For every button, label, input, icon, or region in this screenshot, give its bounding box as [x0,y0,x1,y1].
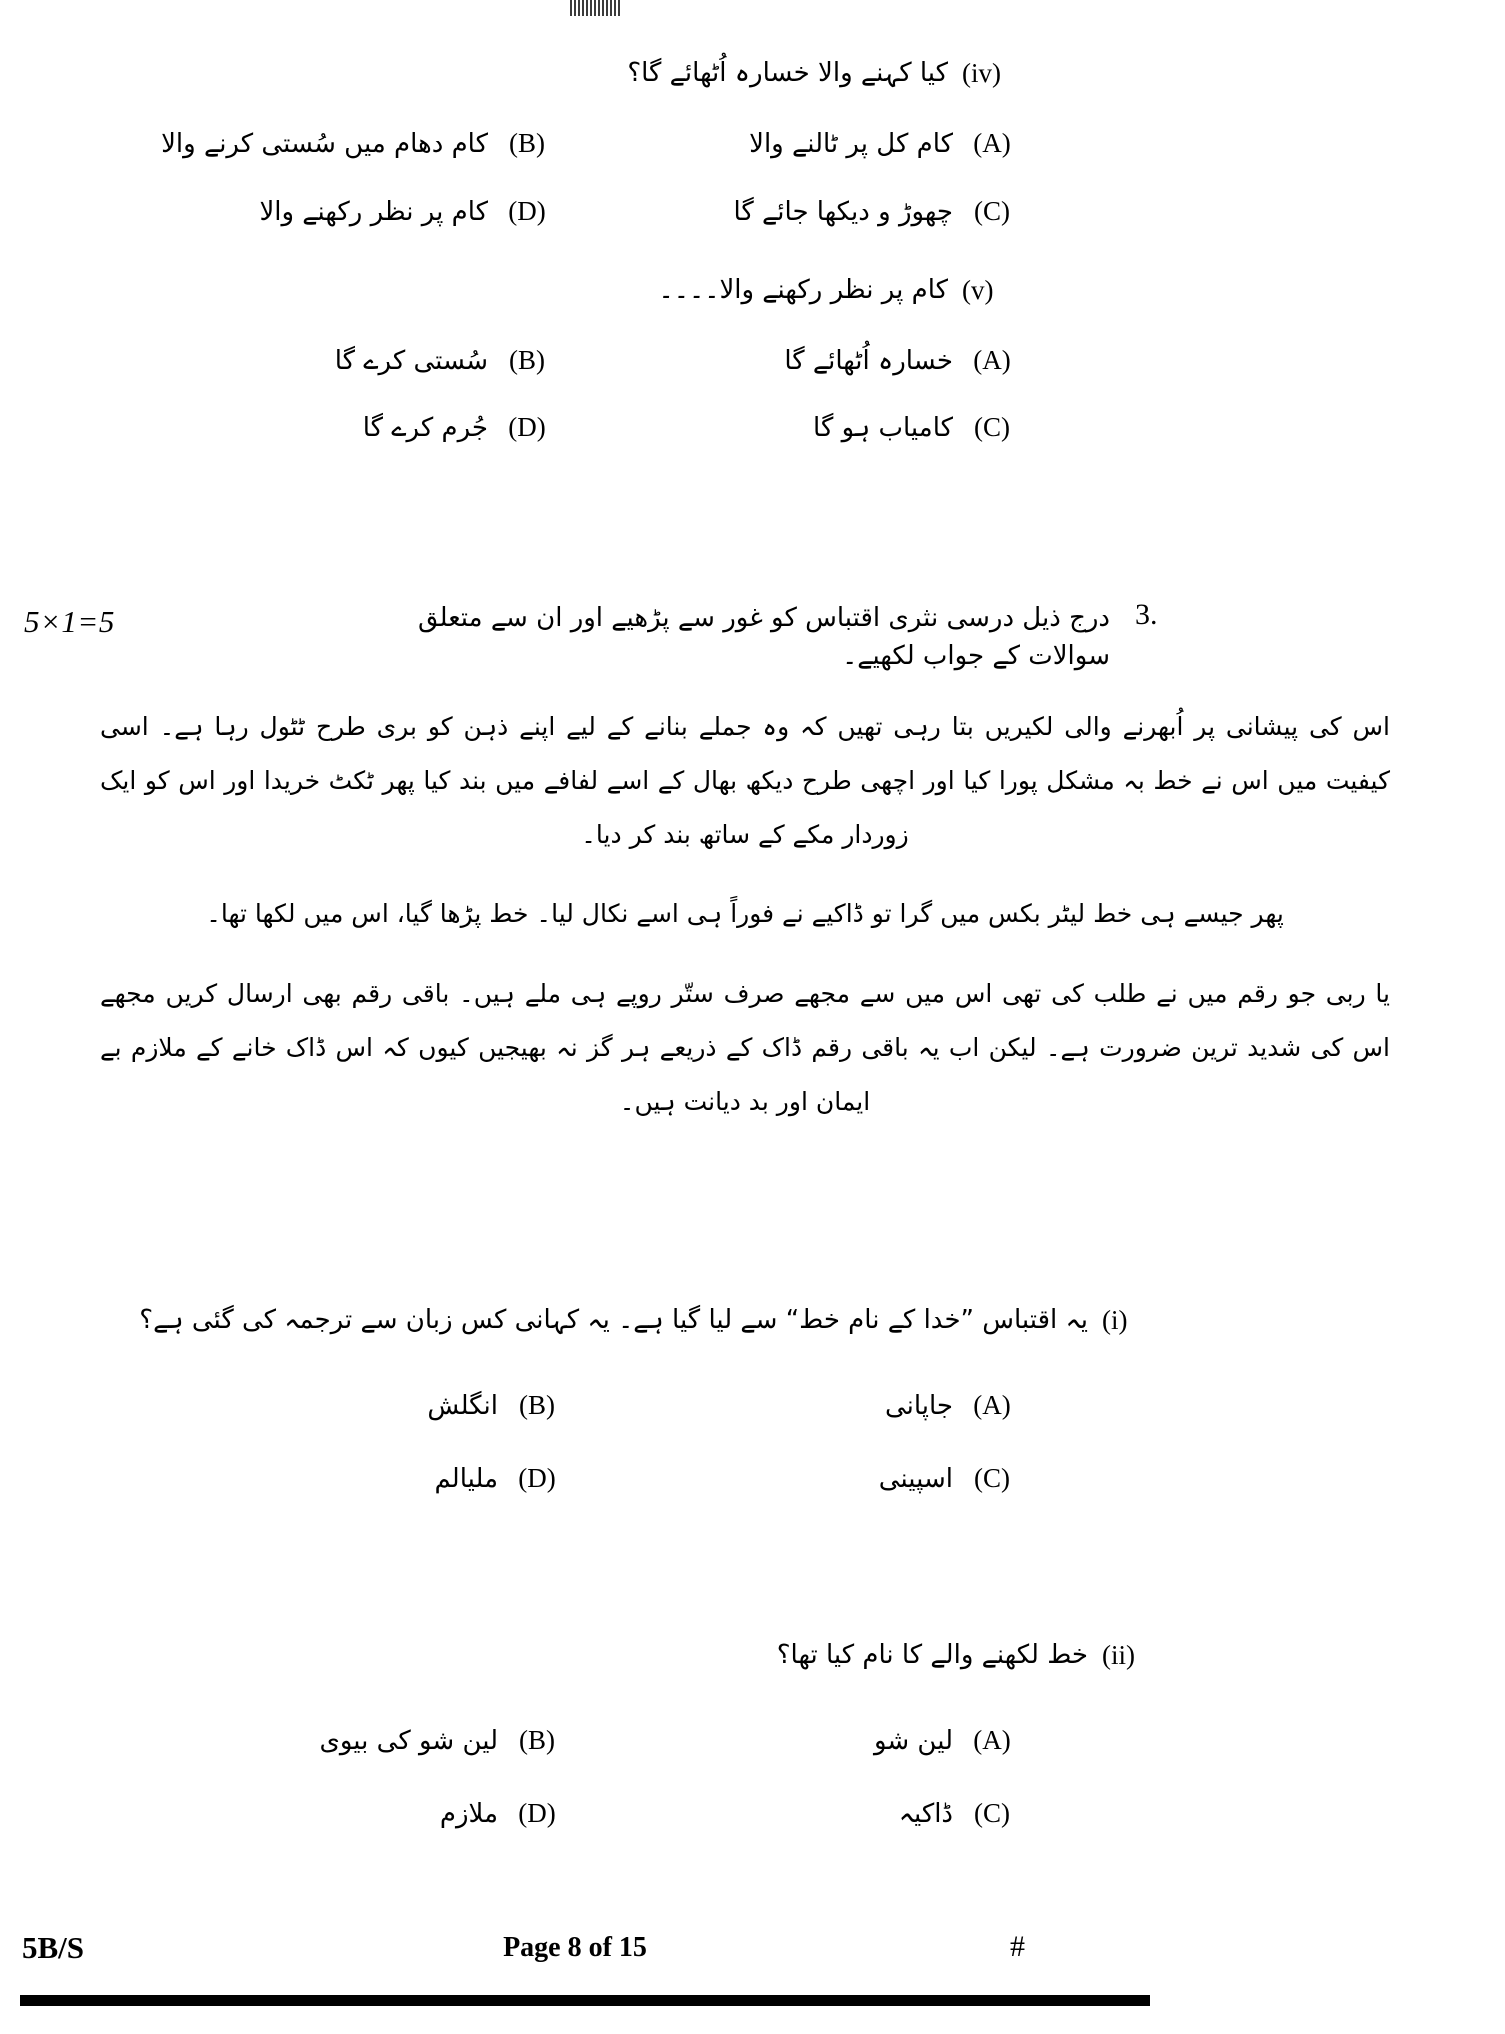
footer-rule [20,1995,1150,2006]
option-tag-D: (D) [508,196,546,226]
option-i-D[interactable] [434,1463,560,1494]
options-row-v-1 [0,345,1505,405]
passage-block [100,700,1390,1154]
option-tag-B: (B) [509,345,545,375]
option-tag-D: (D) [518,1463,556,1493]
option-tag-B: (B) [519,1390,555,1420]
options-row-v-2 [0,412,1505,472]
question-roman-i: (i) [1102,1305,1128,1335]
option-tag-D: (D) [518,1798,556,1828]
options-row-iv-1 [0,128,1505,188]
option-tag-A: (A) [973,345,1011,375]
question-stem-iv [627,58,1020,89]
option-text-D: جُرم کرے گا [362,413,488,443]
question-roman-iv: (iv) [962,58,1001,88]
option-text-D: کام پر نظر رکھنے والا [259,197,488,227]
option-iv-C[interactable] [733,196,1015,227]
option-ii-C[interactable] [899,1798,1015,1829]
question-number-3: 3. [1135,598,1158,631]
option-text-B: سُستی کرے گا [334,346,488,376]
option-ii-A[interactable] [874,1725,1015,1756]
options-row-iv-2 [0,196,1505,256]
option-text-D: ملیالم [434,1464,498,1494]
option-text-B: انگلش [427,1391,498,1421]
option-tag-A: (A) [973,1725,1011,1755]
option-iv-D[interactable] [259,196,550,227]
option-v-D[interactable] [363,412,550,443]
option-ii-B[interactable] [320,1725,560,1756]
question3-instruction: درج ذیل درسی نثری اقتباس کو غور سے پڑھیے اور ان سے متعلق سوالات کے جواب لکھیے۔ [417,603,1110,671]
options-row-i-2 [0,1463,1505,1523]
passage-paragraph-2: پھر جیسے ہی خط لیٹر بکس میں گرا تو ڈاکیے نے فوراً ہی اسے نکال لیا۔ خط پڑھا گیا، اس میں لکھا تھا۔ [206,899,1284,929]
question-text-v: کام پر نظر رکھنے والا۔۔۔۔ [658,275,948,305]
options-row-i-1 [0,1390,1505,1450]
option-text-A: کام کل پر ٹالنے والا [749,129,953,159]
option-tag-B: (B) [509,128,545,158]
question3-marks: 5×1=5 [24,604,115,639]
option-text-A: لین شو [873,1726,953,1756]
scan-artifact-mark [570,0,622,16]
option-tag-C: (C) [974,1463,1010,1493]
question-text-i: یہ اقتباس ”خدا کے نام خط“ سے لیا گیا ہے۔ یہ کہانی کس زبان سے ترجمہ کی گئی ہے؟ [139,1305,1088,1335]
question-roman-ii: (ii) [1102,1640,1135,1670]
page-number: Page 8 of 15 [503,1932,647,1963]
question-text-ii: خط لکھنے والے کا نام کیا تھا؟ [776,1640,1088,1670]
option-v-C[interactable] [813,412,1015,443]
option-tag-C: (C) [974,1798,1010,1828]
option-tag-A: (A) [973,1390,1011,1420]
options-row-ii-2 [0,1798,1505,1858]
question-stem-v [659,275,1021,306]
option-text-A: جاپانی [884,1391,953,1421]
question-stem-ii [777,1640,1160,1671]
hash-mark: # [1010,1930,1025,1963]
option-tag-B: (B) [519,1725,555,1755]
option-text-C: ڈاکیہ [898,1799,953,1829]
option-i-B[interactable] [427,1390,560,1421]
option-v-B[interactable] [335,345,550,376]
question-text-iv: کیا کہنے والا خسارہ اُٹھائے گا؟ [627,58,948,88]
passage-paragraph-3: یا ربی جو رقم میں نے طلب کی تھی اس میں سے مجھے صرف ستّر روپے ہی ملے ہیں۔ باقی رقم بھی ارسال کریں مجھے اس کی شدید ترین ضرورت ہے۔ لیکن اب یہ باقی رقم ڈاک کے ذریعے ہر گز نہ بھیجیں کیوں کہ اس ڈاک خانے کے ملازم بے ایمان اور بد دیانت ہیں۔ [100,979,1390,1116]
options-row-ii-1 [0,1725,1505,1785]
paper-code: 5B/S [22,1930,85,1965]
option-iv-A[interactable] [749,128,1015,159]
option-text-B: کام دھام میں سُستی کرنے والا [161,129,488,159]
question-roman-v: (v) [962,275,994,305]
option-text-C: اسپینی [878,1464,953,1494]
option-text-D: ملازم [439,1799,498,1829]
passage-paragraph-1: اس کی پیشانی پر اُبھرنے والی لکیریں بتا رہی تھیں کہ وہ جملے بنانے کے لیے اپنے ذہن کو بری طرح ٹٹول رہا ہے۔ اسی کیفیت میں اس نے خط بہ مشکل پورا کیا اور اچھی طرح دیکھ بھال کے اسے لفافے میں بند کیا پھر ٹکٹ خریدا اور اس کو ایک زوردار مکے کے ساتھ بند کر دیا۔ [100,712,1390,849]
option-tag-C: (C) [974,412,1010,442]
option-tag-A: (A) [973,128,1011,158]
option-i-A[interactable] [885,1390,1015,1421]
option-text-A: خسارہ اُٹھائے گا [784,346,953,376]
option-v-A[interactable] [784,345,1015,376]
option-i-C[interactable] [879,1463,1015,1494]
question-stem-i [139,1305,1160,1336]
option-tag-D: (D) [508,412,546,442]
option-text-C: کامیاب ہو گا [813,413,953,443]
option-iv-B[interactable] [161,128,550,159]
option-tag-C: (C) [974,196,1010,226]
option-text-B: لین شو کی بیوی [319,1726,498,1756]
option-text-C: چھوڑ و دیکھا جائے گا [733,197,953,227]
option-ii-D[interactable] [440,1798,560,1829]
page-footer [0,1930,1505,1982]
